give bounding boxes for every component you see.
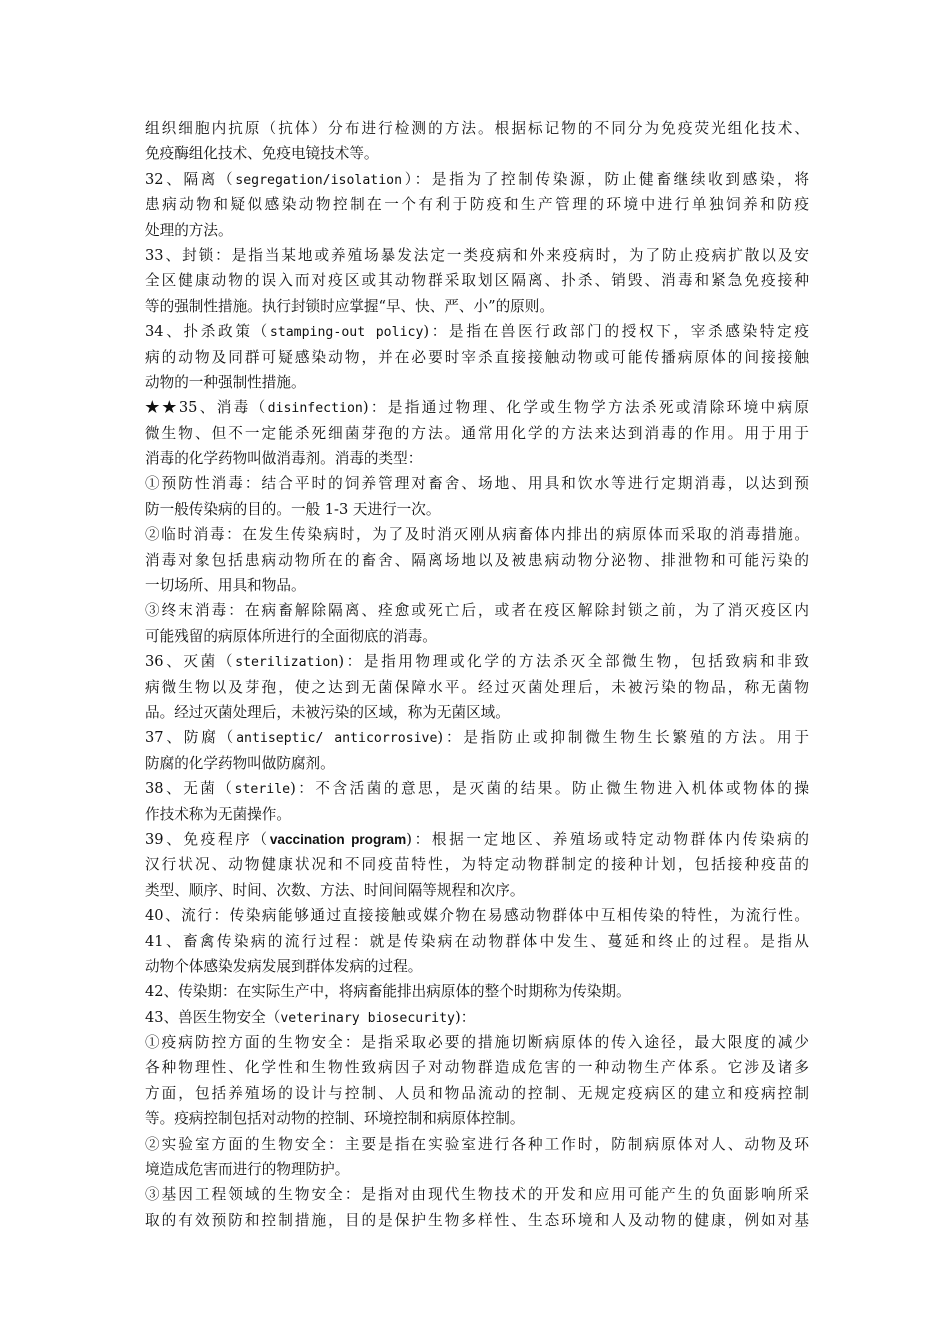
text-line: 32、隔离（segregation/isolation）：是指为了控制传染源，防止健畜继续收到感染，将 [145,170,810,188]
text-line: ①疫病防控方面的生物安全：是指采取必要的措施切断病原体的传入途径，最大限度的减少 [145,1034,809,1052]
text-line: 全区健康动物的误入而对疫区或其动物群采取划区隔离、扑杀、销毁、消毒和紧急免疫接种 [145,272,809,290]
text-line: 43、兽医生物安全（veterinary biosecurity)： [145,1008,476,1026]
text-line: 一切场所、用具和物品。 [145,577,306,595]
text-line: 动物个体感染发病发展到群体发病的过程。 [145,957,423,975]
text-line: 方面，包括养殖场的设计与控制、人员和物品流动的控制、无规定疫病区的建立和疫病控制 [145,1084,809,1102]
text-line: 消毒的化学药物叫做消毒剂。消毒的类型： [145,450,423,468]
text-line: ★★35、消毒（disinfection)：是指通过物理、化学或生物学方法杀死或清除环境中病原 [145,399,809,417]
text-line: 消毒对象包括患病动物所在的畜舍、隔离场地以及被患病动物分泌物、排泄物和可能污染的 [145,551,809,569]
text-line: 境造成危害而进行的物理防护。 [145,1161,350,1179]
text-line: 汉行状况、动物健康状况和不同疫苗特性，为特定动物群制定的接种计划，包括接种疫苗的 [145,856,809,874]
text-line: 39、免疫程序（vaccination program)：根据一定地区、养殖场或特定动物群体内传染病的 [145,830,809,848]
text-line: 组织细胞内抗原（抗体）分布进行检测的方法。根据标记物的不同分为免疫荧光组化技术、 [145,120,809,137]
text-line: 品。经过灭菌处理后，未被污染的区域，称为无菌区域。 [145,703,510,721]
text-line: 作技术称为无菌操作。 [145,805,291,823]
text-line: ①预防性消毒：结合平时的饲养管理对畜舍、场地、用具和饮水等进行定期消毒，以达到预 [145,475,809,493]
text-line: 免疫酶组化技术、免疫电镜技术等。 [145,145,379,163]
text-line: 类型、顺序、时间、次数、方法、时间间隔等规程和次序。 [145,881,525,899]
text-line: 微生物、但不一定能杀死细菌芽孢的方法。通常用化学的方法来达到消毒的作用。用于用于 [145,424,809,442]
text-line: 36、灭菌（sterilization)：是指用物理或化学的方法杀灭全部微生物，包括致病和非致 [145,653,809,671]
document-body [145,116,809,1233]
text-line: 取的有效预防和控制措施，目的是保护生物多样性、生态环境和人及动物的健康，例如对基 [145,1211,809,1229]
text-line: 34、扑杀政策（stamping-out policy)：是指在兽医行政部门的授权下，宰杀感染特定疫 [145,323,809,341]
text-line: 动物的一种强制性措施。 [145,373,306,391]
text-line: 病微生物以及芽孢，使之达到无菌保障水平。经过灭菌处理后，未被污染的物品，称无菌物 [145,678,809,696]
text-line: 41、畜禽传染病的流行过程：就是传染病在动物群体中发生、蔓延和终止的过程。是指从 [145,932,809,950]
text-line: 等的强制性措施。执行封锁时应掌握“早、快、严、小”的原则。 [145,297,554,315]
text-line: 40、流行：传染病能够通过直接接触或媒介物在易感动物群体中互相传染的特性，为流行性。 [145,907,809,925]
text-line: 33、封锁：是指当某地或养殖场暴发法定一类疫病和外来疫病时，为了防止疫病扩散以及安 [145,246,809,264]
text-line: 37、防腐（antiseptic/ anticorrosive)：是指防止或抑制微生物生长繁殖的方法。用于 [145,729,809,747]
text-line: ③基因工程领域的生物安全：是指对由现代生物技术的开发和应用可能产生的负面影响所采 [145,1186,809,1204]
text-line: 患病动物和疑似感染动物控制在一个有利于防疫和生产管理的环境中进行单独饲养和防疫 [145,196,809,214]
text-line: 病的动物及同群可疑感染动物，并在必要时宰杀直接接触动物或可能传播病原体的间接接触 [145,348,809,366]
text-line: ②临时消毒：在发生传染病时，为了及时消灭刚从病畜体内排出的病原体而采取的消毒措施。 [145,526,809,544]
text-line: 各种物理性、化学性和生物性致病因子对动物群造成危害的一种动物生产体系。它涉及诸多 [145,1059,809,1077]
text-line: 38、无菌（sterile)：不含活菌的意思，是灭菌的结果。防止微生物进入机体或物体的操 [145,780,809,798]
text-line: 42、传染期：在实际生产中，将病畜能排出病原体的整个时期称为传染期。 [145,983,631,1001]
text-line: ②实验室方面的生物安全：主要是指在实验室进行各种工作时，防制病原体对人、动物及环 [145,1135,809,1153]
text-line: 防腐的化学药物叫做防腐剂。 [145,754,335,772]
text-line: 防一般传染病的目的。一般 1-3 天进行一次。 [145,500,441,518]
text-line: 可能残留的病原体所进行的全面彻底的消毒。 [145,627,437,645]
text-line: ③终末消毒：在病畜解除隔离、痊愈或死亡后，或者在疫区解除封锁之前，为了消灭疫区内 [145,602,809,620]
text-line: 等。疫病控制包括对动物的控制、环境控制和病原体控制。 [145,1110,525,1128]
text-line: 处理的方法。 [145,221,233,239]
